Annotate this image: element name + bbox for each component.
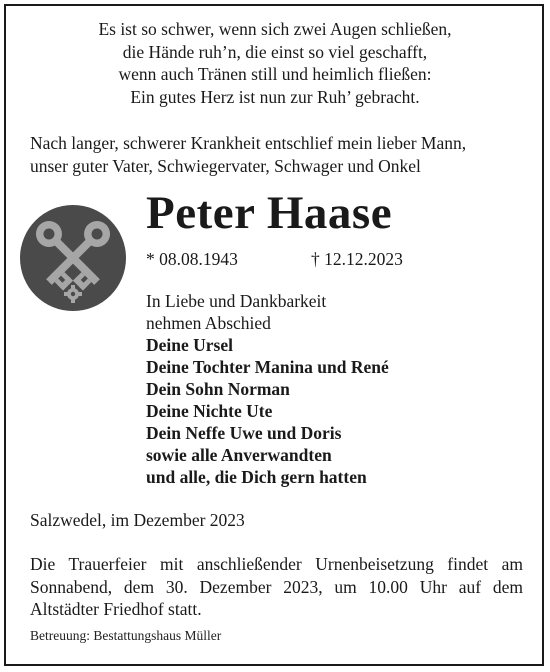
deceased-name: Peter Haase: [146, 187, 393, 239]
intro-text: [30, 132, 530, 178]
mourner-line: Dein Neffe Uwe und Doris: [146, 423, 342, 443]
poem-line: Ein gutes Herz ist nun zur Ruh’ gebracht.: [130, 86, 420, 107]
death-date: † 12.12.2023: [311, 249, 403, 269]
mourner-line: und alle, die Dich gern hatten: [146, 467, 367, 487]
mourner-line: sowie alle Anverwandten: [146, 445, 332, 465]
funeral-notice: [30, 553, 523, 621]
undertaker-credit: Betreuung: Bestattungshaus Müller: [30, 628, 222, 643]
funeral-line: Die Trauerfeier mit anschließender Urnenbeisetzung findet am: [30, 554, 523, 574]
mourner-line: Deine Nichte Ute: [146, 401, 273, 421]
intro-line: unser guter Vater, Schwiegervater, Schwager und Onkel: [30, 156, 421, 176]
crossed-keys-emblem-icon: [19, 204, 127, 312]
intro-line: Nach langer, schwerer Krankheit entschlief mein lieber Mann,: [30, 133, 467, 153]
mourners-block: [146, 290, 389, 488]
place-date: Salzwedel, im Dezember 2023: [30, 510, 245, 530]
mourner-line: Deine Ursel: [146, 335, 233, 355]
birth-date: * 08.08.1943: [146, 249, 238, 269]
farewell-line: In Liebe und Dankbarkeit: [146, 291, 327, 311]
mourner-line: Deine Tochter Manina und René: [146, 357, 389, 377]
funeral-line: Sonnabend, dem 30. Dezember 2023, um 10.00 Uhr auf dem: [30, 576, 523, 597]
poem: [0, 18, 550, 108]
funeral-line: Altstädter Friedhof statt.: [30, 599, 202, 619]
poem-line: Es ist so schwer, wenn sich zwei Augen schließen,: [98, 19, 452, 39]
farewell-line: nehmen Abschied: [146, 313, 271, 333]
poem-line: die Hände ruh’n, die einst so viel geschafft,: [122, 41, 428, 62]
mourner-line: Dein Sohn Norman: [146, 379, 290, 399]
poem-line: wenn auch Tränen still und heimlich fließen:: [118, 64, 432, 84]
